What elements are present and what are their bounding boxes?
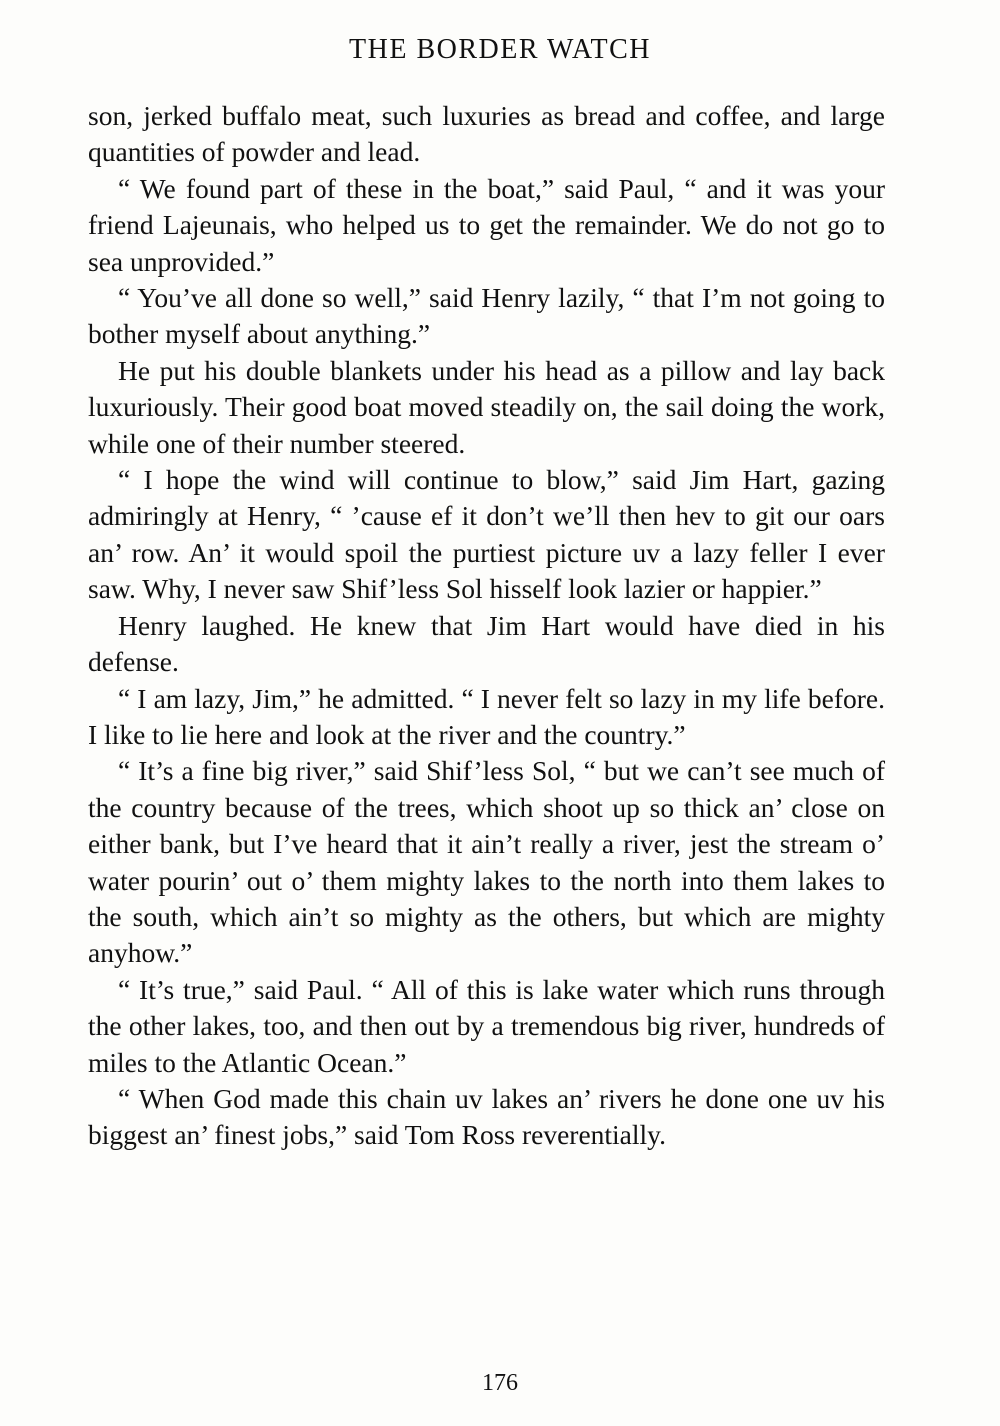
paragraph: “ I hope the wind will continue to blow,” said Jim Hart, gazing admiringly at Henry, “ ’cause ef it don’t we’ll then hev to git our oars an’ row. An’ it would spoil the purtiest picture uv a lazy feller I ever saw. Why, I never saw Shif’less Sol hisself look lazier or happier.” — [88, 464, 885, 605]
paragraph: “ We found part of these in the boat,” said Paul, “ and it was your friend Lajeunais, who helped us to get the remainder. We do not go to sea unprovided.” — [88, 172, 885, 277]
running-title: THE BORDER WATCH — [349, 34, 651, 65]
paragraph: “ I am lazy, Jim,” he admitted. “ I never felt so lazy in my life before. I like to lie here and look at the river and the country.” — [88, 682, 885, 750]
page-number: 176 — [482, 1370, 518, 1396]
paragraph: “ It’s a fine big river,” said Shif’less Sol, “ but we can’t see much of the country because of the trees, which shoot up so thick an’ close on either bank, but I’ve heard that it ain’t really a river, jest the stream o’ water pourin’ out o’ them mighty lakes to the north into them lakes to the south, which ain’t so mighty as the others, but which are mighty anyhow.” — [88, 755, 885, 969]
paragraph: He put his double blankets under his head as a pillow and lay back luxuriously. Their good boat moved steadily on, the sail doing the work, while one of their number steered. — [88, 354, 885, 459]
body-text — [88, 98, 885, 1154]
paragraph-continued: son, jerked buffalo meat, such luxuries as bread and coffee, and large quantities of powder and lead. — [88, 100, 885, 168]
paragraph: “ You’ve all done so well,” said Henry lazily, “ that I’m not going to bother myself about anything.” — [88, 282, 885, 350]
paragraph: “ It’s true,” said Paul. “ All of this is lake water which runs through the other lakes, too, and then out by a tremendous big river, hundreds of miles to the Atlantic Ocean.” — [88, 973, 885, 1078]
paragraph: Henry laughed. He knew that Jim Hart would have died in his defense. — [88, 609, 885, 678]
paragraph: “ When God made this chain uv lakes an’ rivers he done one uv his biggest an’ finest jobs,” said Tom Ross reverentially. — [88, 1082, 885, 1151]
